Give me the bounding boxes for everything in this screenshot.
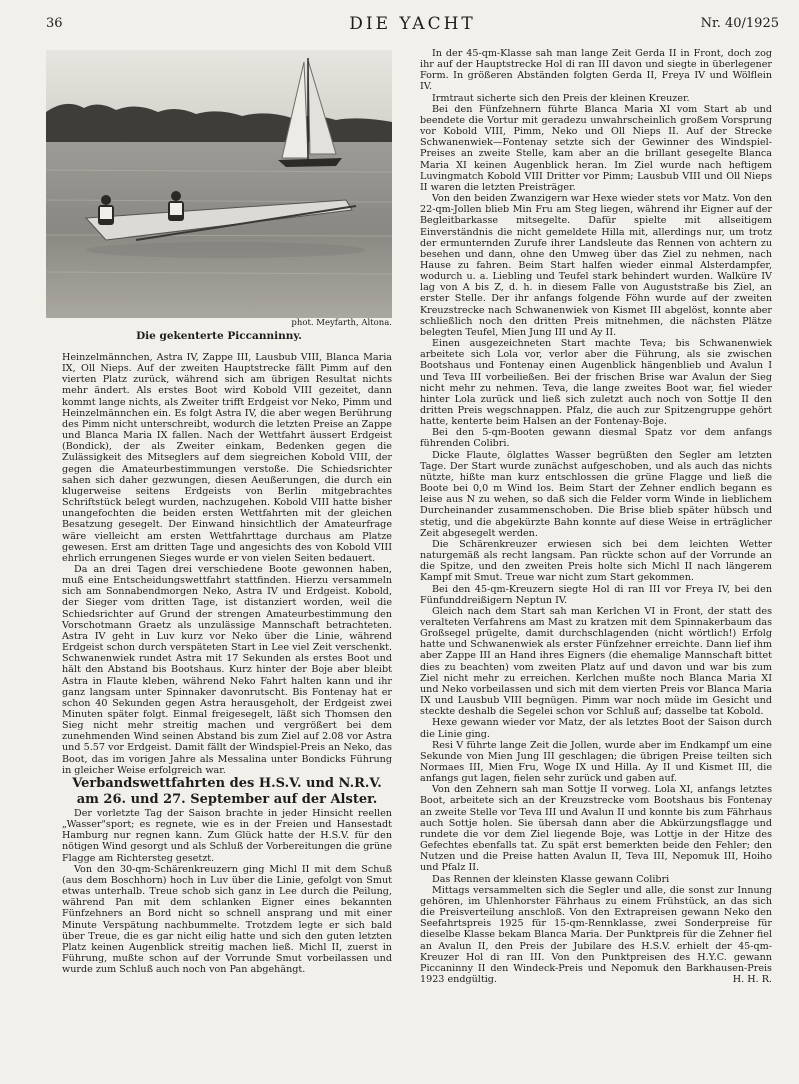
right-column [420, 48, 772, 985]
right-paragraph: Einen ausgezeichneten Start machte Teva; bis Schwanenwiek arbeitete sich Lola vor, verlor aber die Führung, als sie zwischen Bootshaus und Fontenay einen Augenblick hängenblieb und Avalun I und Teva III vorbeiließen. Bei der frischen Brise war Avalun der Sieg nicht mehr zu nehmen. Teva, die lange zweites Boot war, fiel wieder hinter Lola zurück und ließ sich zuletzt auch noch von Sottje II den dritten Preis wegschnappen. Pfalz, die auch zur Spitzengruppe gehört hatte, kenterte beim Halsen an der Fontenay-Boje. [420, 338, 772, 428]
left-paragraph: Da an drei Tagen drei verschiedene Boote gewonnen haben, muß eine Entscheidungswettfahrt stattfinden. Hierzu versammeln sich am Sonnabendmorgen Neko, Astra IV und Erdgeist. Kobold, der Sieger vom dritten Tage, ist distanziert worden, weil die Schiedsrichter auf Grund der strengen Amateurbestimmung den Vorschotmann Graetz als unzulässige Mannschaft betrachteten. Astra IV geht in Luv kurz vor Neko über die Linie, während Erdgeist schon durch verspäteten Start in Lee viel Zeit verschenkt. Schwanenwiek rundet Astra mit 17 Sekunden als erstes Boot und hält den Abstand bis Bootshaus. Kurz hinter der Boje aber bleibt Astra in Flaute kleben, während Neko Fahrt halten kann und ihr ganz langsam unter Spinnaker davonrutscht. Bis Fontenay hat er schon 40 Sekunden gegen Astra herausgeholt, der Erdgeist zwei Minuten später folgt. Einmal freigesegelt, läßt sich Thomsen den Sieg nicht mehr streitig machen und vergrößert bei dem zunehmenden Wind seinen Abstand bis zum Ziel auf 2.08 vor Astra und 5.57 vor Erdgeist. Damit fällt der Windspiel-Preis an Neko, das Boot, das im vorigen Jahre als Messalina unter Bondicks Führung in gleicher Weise erfolgreich war. [62, 563, 392, 776]
closing-paragraph-text: Mittags versammelten sich die Segler und alle, die sonst zur Innung gehören, im Uhlenhorster Fährhaus zu einem Frühstück, an das sich die Preisverteilung anschloß. Von den Extrapreisen gewann Neko den Seefahrtspreis 1925 für 15-qm-Rennklasse, zwei Sonderpreise für dieselbe Klasse bekam Blanca Maria. Der Punktpreis für die Zehner fiel an Avalun II, den Preis der Jubilare des H.S.V. erhielt der 45-qm-Kreuzer Hol di ran III. Von den Punktpreisen des H.Y.C. gewann Piccaninny II den Windeck-Preis und Nepomuk den Barkhausen-Preis 1923 endgültig. [420, 884, 772, 985]
right-paragraph: Bei den 5-qm-Booten gewann diesmal Spatz vor dem anfangs führenden Colibri. [420, 427, 772, 450]
right-paragraph: In der 45-qm-Klasse sah man lange Zeit Gerda II in Front, doch zog ihr auf der Hauptstrecke Hol di ran III davon und siegte in überlegener Form. In größeren Abständen folgten Gerda II, Freya IV und Wölflein IV. [420, 48, 772, 93]
magazine-title: DIE YACHT [349, 14, 476, 34]
right-paragraph: Dicke Flaute, ölglattes Wasser begrüßten den Segler am letzten Tage. Der Start wurde zunächst aufgeschoben, und als auch das nichts nützte, hißte man kurz entschlossen die grüne Flagge und ließ die Boote bei 0,0 m Wind los. Beim Start der Zehner endlich begann es leise aus N zu wehen, so daß sich die Felder vorm Winde in lieblichem Durcheinander zusammenschoben. Die Brise blieb später hübsch und stetig, und die abgekürzte Bahn konnte auf diese Weise in erträglicher Zeit abgesegelt werden. [420, 449, 772, 539]
right-paragraph: Hexe gewann wieder vor Matz, der als letztes Boot der Saison durch die Linie ging. [420, 717, 772, 740]
issue-number: Nr. 40/1925 [700, 16, 779, 31]
right-paragraph: Resi V führte lange Zeit die Jollen, wurde aber im Endkampf um eine Sekunde von Mien Jung III geschlagen; die übrigen Preise teilten sich Normaes III, Mien Fru, Woge IX und Hilla. Ay II und Kismet III, die anfangs gut lagen, fielen sehr zurück und gaben auf. [420, 739, 772, 785]
photo-image [46, 50, 392, 318]
article-heading: Verbandswettfahrten des H.S.V. und N.R.V. am 26. und 27. September auf der Alster. [72, 775, 382, 807]
page-number: 36 [46, 16, 63, 31]
left-paragraph: Von den 30-qm-Schärenkreuzern ging Michl II mit dem Schuß (aus dem Boschhorn) hoch in Luv über die Linie, gefolgt von Smut etwas unterhalb. Treue schob sich ganz in Lee durch die Peilung, während Pan mit dem schlanken Eigner eines bekannten Fünfzehners an Bord nicht so schnell ansprang und mit einer Minute Verspätung nachbummelte. Trotzdem legte er sich bald über Treue, die es gar nicht eilig hatte und sich den guten letzten Platz keinen Augenblick streitig machen ließ. Michl II, zuerst in Führung, mußte schon auf der Vorrunde Smut vorbeilassen und wurde zum Schluß auch noch von Pan abgehängt. [62, 863, 392, 976]
left-paragraph: Heinzelmännchen, Astra IV, Zappe III, Lausbub VIII, Blanca Maria IX, Oll Nieps. Auf der zweiten Hauptstrecke fällt Pimm auf den vierten Platz zurück, während sich am übrigen Resultat nichts mehr ändert. Als erstes Boot wird Kobold VIII gezeitet, dann kommt lange nichts, als Zweiter trifft Erdgeist vor Neko, Pimm und Heinzelmännchen ein. Es folgt Astra IV, die aber wegen Berührung des Pimm nicht unterschreibt, wodurch die letzten Preise an Zappe und Blanca Maria IX fallen. Nach der Wettfahrt äussert Erdgeist (Bondick), der als Zweiter einkam, Bedenken gegen die Zulässigkeit des Mitseglers auf dem siegreichen Kobold VIII, der gegen die Amateurbestimmungen verstoße. Die Schiedsrichter sahen sich daher gezwungen, diesen Aeußerungen, die durch ein klugerweise seitens Erdgeists von Berlin mitgebrachtes Schriftstück belegt wurden, nachzugehen. Kobold VIII hatte bisher unangefochten die beiden ersten Wettfahrten mit der gleichen Besatzung gesegelt. Der Einwand hinsichtlich der Amateurfrage wäre vielleicht am ersten Wettfahrttage durchaus am Platze gewesen. Erst am dritten Tage und angesichts des von Kobold VIII ehrlich errungenen Sieges wurde er von vielen Seiten bedauert. [62, 352, 392, 564]
photo-caption: Die gekenterte Piccanninny. [136, 330, 302, 342]
right-paragraph: Gleich nach dem Start sah man Kerlchen VI in Front, der statt des veralteten Verfahrens am Mast zu kratzen mit dem Spinnakerbaum das Großsegel prügelte, damit durchschlagenden (nicht wörtlich!) Erfolg hatte und Schwanenwiek als erster Fünfzehner erreichte. Dann lief ihm aber Zappe III an Hand ihres Eigners (die ehemalige Mannschaft bittet dies zu beachten) vom zweiten Platz auf und davon und war bis zum Ziel nicht mehr zu erreichen. Kerlchen mußte noch Blanca Maria XI und Neko vorbeilassen und sich mit dem vierten Preis vor Blanca Maria IX und Lausbub VIII begnügen. Pimm war noch müde im Gesicht und steckte deshalb die Segelei schon vor Schluß auf; dasselbe tat Kobold. [420, 605, 772, 718]
right-paragraph: Irmtraut sicherte sich den Preis der kleinen Kreuzer. [432, 92, 690, 104]
right-paragraph: Von den Zehnern sah man Sottje II vorweg. Lola XI, anfangs letztes Boot, arbeitete sich an der Kreuzstrecke vom Bootshaus bis Fontenay an zweite Stelle vor Teva III und Avalun II und konnte bis zum Fährhaus auch Sottje holen. Sie übersah dann aber die Abkürzungsflagge und rundete die vor dem Ziel liegende Boje, was Lottje in der Hitze des Gefechtes ebenfalls tat. Zu spät erst bemerkten beide den Fehler; den Nutzen und die Preise hatten Avalun II, Teva III, Nepomuk III, Hoiho und Pfalz II. [420, 784, 772, 874]
right-paragraph: Bei den 45-qm-Kreuzern siegte Hol di ran III vor Freya IV, bei den Fünfunddreißigern Neptun IV. [420, 583, 772, 606]
author-signature: H. H. R. [732, 973, 772, 985]
capsized-boat-photo [46, 50, 392, 318]
left-column [62, 352, 392, 975]
right-paragraph [420, 885, 772, 985]
page-header [46, 14, 779, 36]
right-paragraph: Das Rennen der kleinsten Klasse gewann Colibri [432, 873, 670, 885]
right-paragraph: Von den beiden Zwanzigern war Hexe wieder stets vor Matz. Von den 22-qm-Jollen blieb Min Fru am Steg liegen, während ihr Eigner auf der Begleitbarkasse mitsegelte. Dafür spielte mit allseitigem Einverständnis die nicht gemeldete Hilla mit, allerdings nur, um trotz der ermunternden Zurufe ihrer Landsleute das Rennen von achtern zu besehen und dann, ohne den Umweg über das Ziel zu nehmen, nach Hause zu fahren. Beim Start halfen wieder einmal Alsterdampfer, wodurch u. a. Liebling und Teufel stark behindert wurden. Walküre IV lag von A bis Z, d. h. in diesem Falle von Auguststraße bis Ziel, an erster Stelle. Der ihr anfangs folgende Föhn wurde auf der zweiten Kreuzstrecke nach Schwanenwiek von Kismet III abgelöst, konnte aber schließlich noch den dritten Preis mitnehmen, die nächsten Plätze belegten Teufel, Mien Jung III und Ay II. [420, 193, 772, 338]
photo-credit: phot. Meyfarth, Altona. [291, 318, 392, 328]
right-paragraph: Die Schärenkreuzer erwiesen sich bei dem leichten Wetter naturgemäß als recht langsam. Pan rückte schon auf der Vorrunde an die Spitze, und den zweiten Preis holte sich Michl II nach längerem Kampf mit Smut. Treue war nicht zum Start gekommen. [420, 538, 772, 584]
left-paragraph: Der vorletzte Tag der Saison brachte in jeder Hinsicht reellen „Wasser"sport; es regnete, wie es in der Freien und Hansestadt Hamburg nur regnen kann. Zum Glück hatte der H.S.V. für den nötigen Wind gesorgt und als Schluß der Vorbereitungen die grüne Flagge am Richtersteg gesetzt. [62, 807, 392, 864]
right-paragraph: Bei den Fünfzehnern führte Blanca Maria XI vom Start ab und beendete die Vortur mit geradezu unwahrscheinlich großem Vorsprung vor Kobold VIII, Pimm, Neko und Oll Nieps II. Auf der Strecke Schwanenwiek—Fontenay setzte sich der Gewinner des Windspiel-Preises an zweite Stelle, kam aber an die brillant gesegelte Blanca Maria XI keinen Augenblick heran. Im Ziel wurde nach heftigem Luvingmatch Kobold VIII Dritter vor Pimm; Lausbub VIII und Oll Nieps II waren die letzten Preisträger. [420, 103, 772, 193]
